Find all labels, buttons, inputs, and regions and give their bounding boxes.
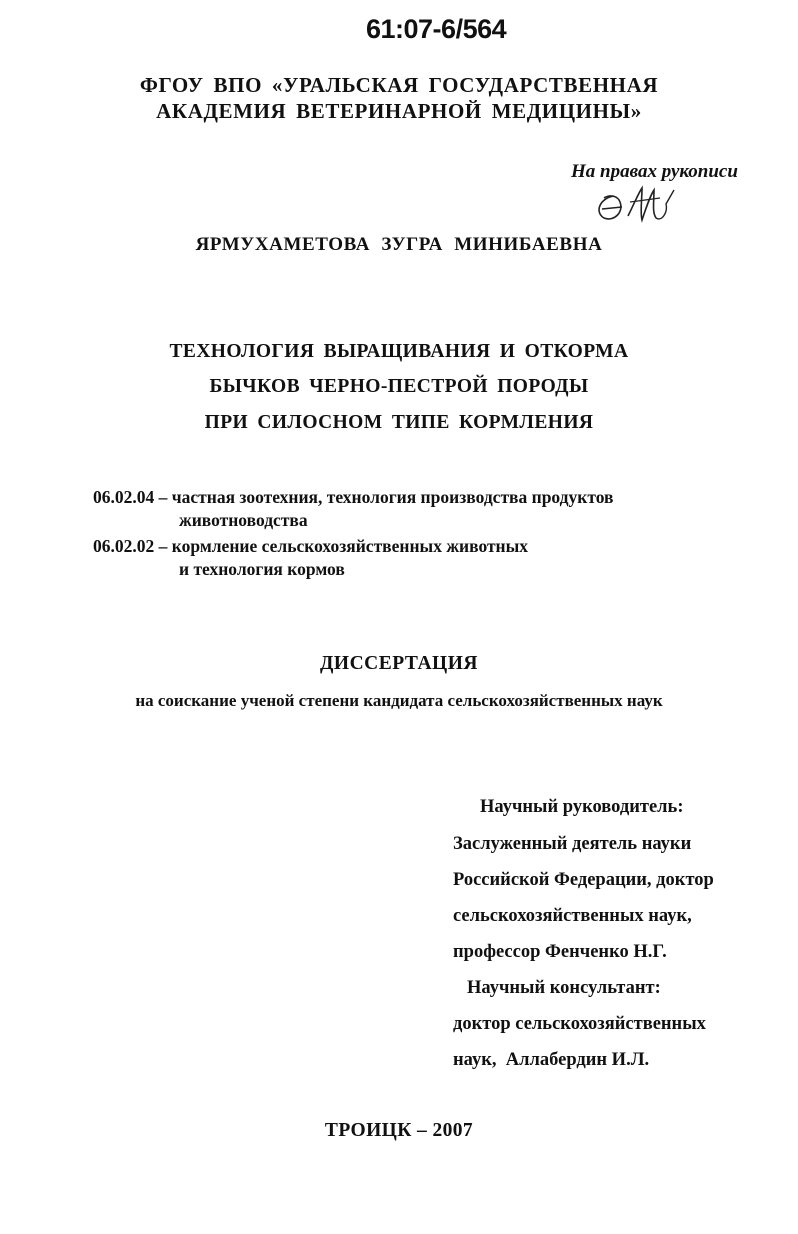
title-line-1: ТЕХНОЛОГИЯ ВЫРАЩИВАНИЯ И ОТКОРМА	[169, 341, 629, 362]
degree-statement: на соискание ученой степени кандидата сельскохозяйственных наук	[135, 691, 663, 710]
specialty-dash: –	[158, 536, 168, 556]
specialty-2	[93, 536, 528, 557]
specialty-1-continuation: животноводства	[179, 510, 308, 530]
supervisor-line-1: Заслуженный деятель науки	[453, 834, 692, 854]
specialty-1	[93, 487, 614, 508]
specialty-code: 06.02.04	[93, 487, 155, 507]
title-line-3: ПРИ СИЛОСНОМ ТИПЕ КОРМЛЕНИЯ	[204, 412, 594, 433]
specialty-text: кормление сельскохозяйственных животных	[171, 536, 529, 556]
specialty-text: частная зоотехния, технология производства продуктов	[171, 487, 614, 507]
handwritten-signature	[590, 182, 680, 226]
institution-line-2: АКАДЕМИЯ ВЕТЕРИНАРНОЙ МЕДИЦИНЫ»	[156, 99, 642, 123]
document-type: ДИССЕРТАЦИЯ	[320, 653, 478, 674]
specialty-code: 06.02.02	[93, 536, 155, 556]
institution-line-1: ФГОУ ВПО «УРАЛЬСКАЯ ГОСУДАРСТВЕННАЯ	[139, 73, 659, 97]
consultant-heading: Научный консультант:	[467, 978, 661, 998]
consultant-line-2: наук, Аллабердин И.Л.	[453, 1050, 650, 1070]
author-name: ЯРМУХАМЕТОВА ЗУГРА МИНИБАЕВНА	[195, 234, 603, 255]
supervisor-line-4: профессор Фенченко Н.Г.	[453, 942, 667, 962]
city-year: ТРОИЦК – 2007	[324, 1120, 474, 1141]
consultant-line-1: доктор сельскохозяйственных	[453, 1014, 706, 1034]
manuscript-note: На правах рукописи	[571, 161, 738, 182]
document-code: 61:07-6/564	[366, 14, 507, 44]
supervisor-line-3: сельскохозяйственных наук,	[453, 906, 692, 926]
supervisor-heading: Научный руководитель:	[480, 797, 684, 817]
specialty-2-continuation: и технология кормов	[179, 559, 345, 579]
title-line-2: БЫЧКОВ ЧЕРНО-ПЕСТРОЙ ПОРОДЫ	[209, 376, 589, 397]
supervisor-line-2: Российской Федерации, доктор	[453, 870, 714, 890]
specialty-dash: –	[158, 487, 168, 507]
